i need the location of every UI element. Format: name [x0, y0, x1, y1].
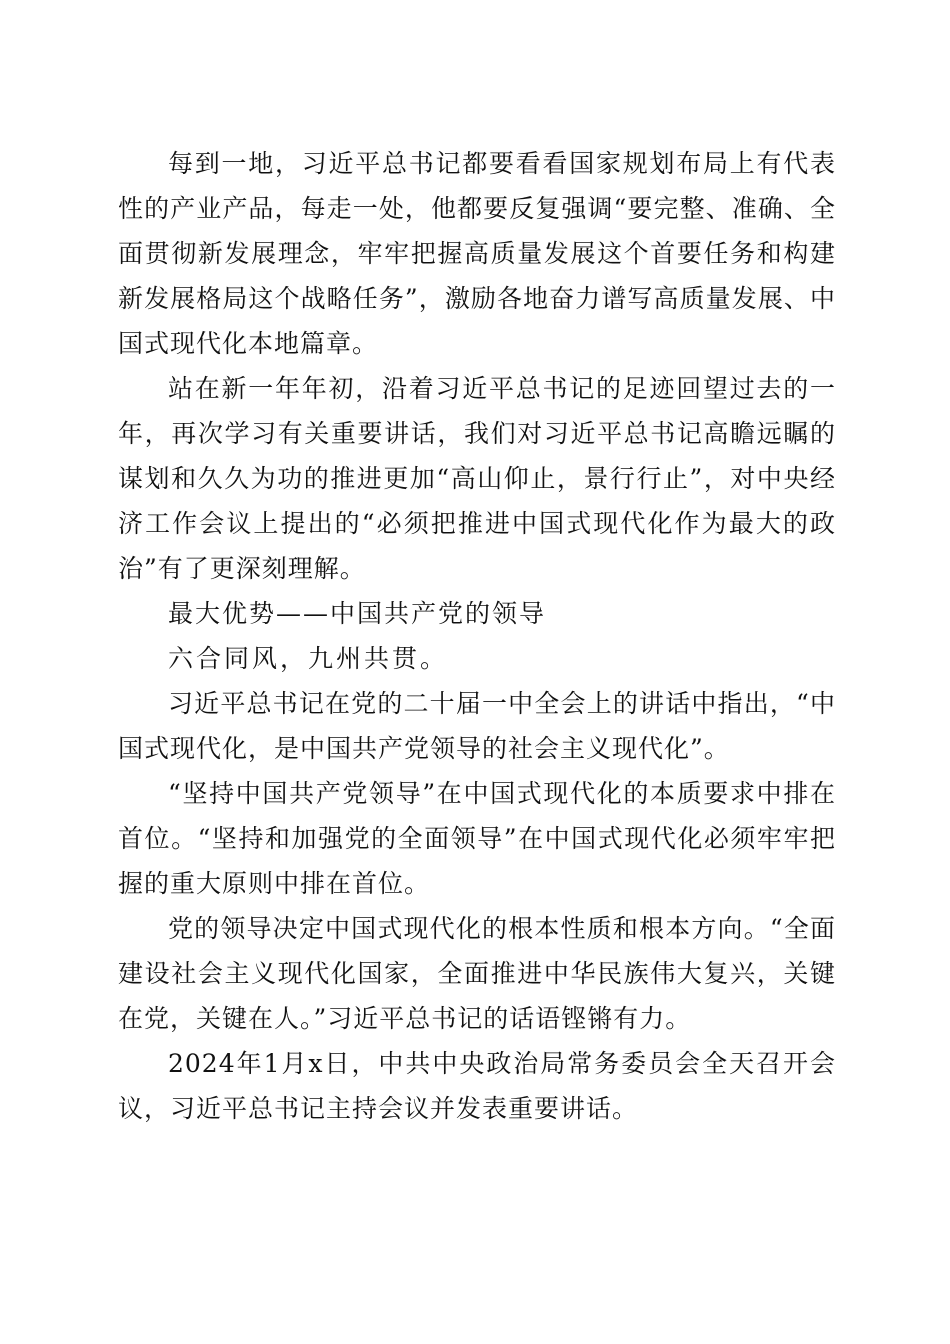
section-heading: 最大优势——中国共产党的领导 [168, 599, 547, 628]
paragraph-7: 2024年1月x日，中共中央政治局常务委员会全天召开会议，习近平总书记主持会议并发表重要讲话。 [118, 1049, 836, 1123]
paragraph-5: “坚持中国共产党领导”在中国式现代化的本质要求中排在首位。“坚持和加强党的全面领导”在中国式现代化必须牢牢把握的重大原则中排在首位。 [118, 779, 836, 898]
paragraph-4: 习近平总书记在党的二十届一中全会上的讲话中指出，“中国式现代化，是中国共产党领导的社会主义现代化”。 [118, 689, 836, 763]
paragraph-3: 六合同风，九州共贯。 [168, 644, 449, 673]
document-body [118, 141, 836, 1131]
paragraph-1: 每到一地，习近平总书记都要看看国家规划布局上有代表性的产业产品，每走一处，他都要反复强调“要完整、准确、全面贯彻新发展理念，牢牢把握高质量发展这个首要任务和构建新发展格局这个战略任务”，激励各地奋力谱写高质量发展、中国式现代化本地篇章。 [118, 149, 836, 358]
paragraph-2: 站在新一年年初，沿着习近平总书记的足迹回望过去的一年，再次学习有关重要讲话，我们对习近平总书记高瞻远瞩的谋划和久久为功的推进更加“高山仰止，景行行止”，对中央经济工作会议上提出的“必须把推进中国式现代化作为最大的政治”有了更深刻理解。 [118, 374, 836, 583]
paragraph-6: 党的领导决定中国式现代化的根本性质和根本方向。“全面建设社会主义现代化国家，全面推进中华民族伟大复兴，关键在党，关键在人。”习近平总书记的话语铿锵有力。 [118, 914, 836, 1033]
